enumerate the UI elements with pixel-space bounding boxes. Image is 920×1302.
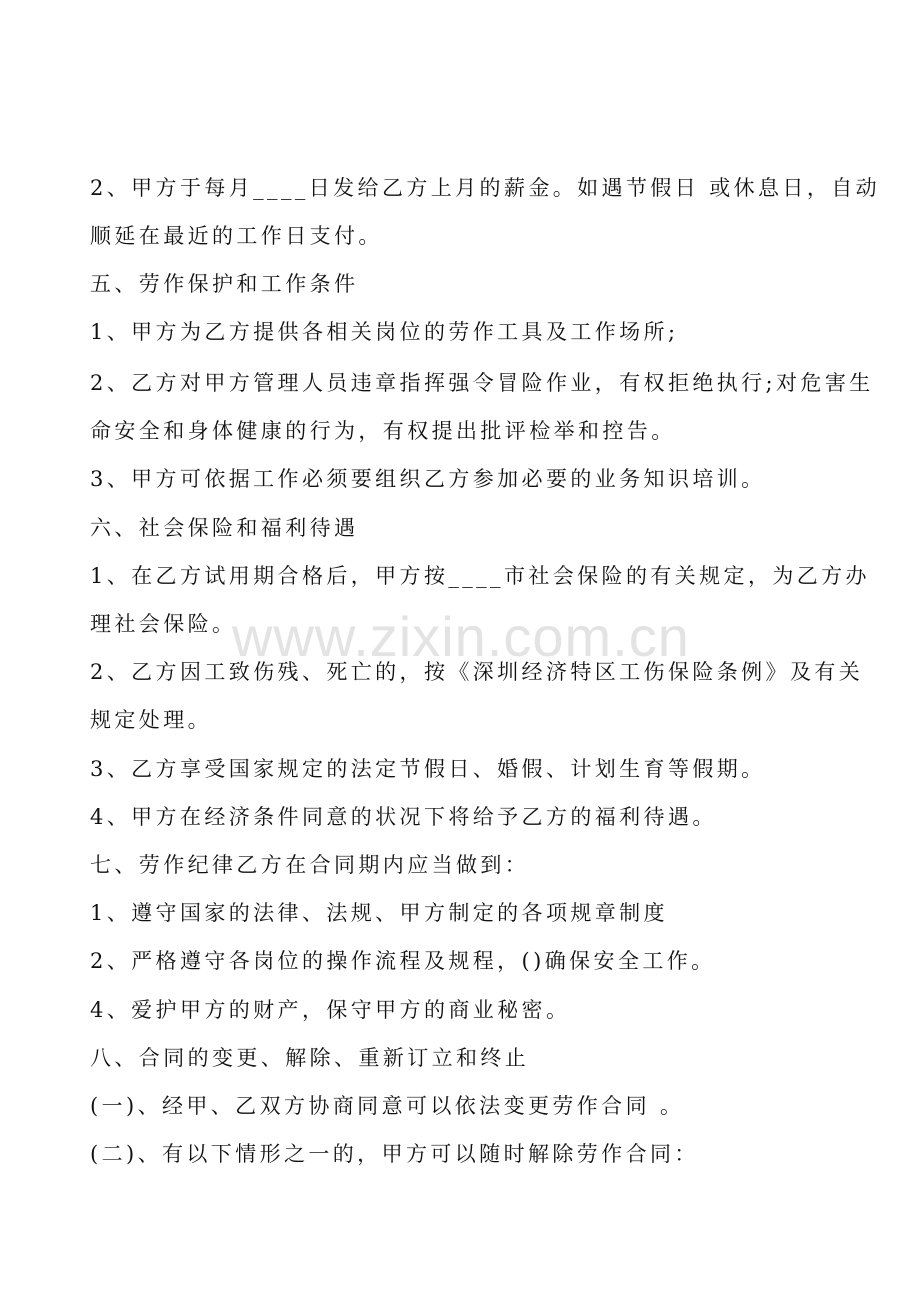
section-heading-social-insurance: 六、社会保险和福利待遇 (90, 516, 359, 540)
paragraph-refuse-risky-work-cont: 命安全和身体健康的行为，有权提出批评检举和控告。 (90, 419, 676, 443)
section-heading-labor-discipline: 七、劳作纪律乙方在合同期内应当做到： (90, 853, 530, 877)
paragraph-salary-payment-day: 2、甲方于每月____日发给乙方上月的薪金。如遇节假日 或休息日，自动 (90, 176, 881, 200)
paragraph-social-insurance-cont: 理社会保险。 (90, 612, 237, 636)
paragraph-work-injury-cont: 规定处理。 (90, 708, 212, 732)
paragraph-holidays: 3、乙方享受国家规定的法定节假日、婚假、计划生育等假期。 (90, 757, 766, 781)
section-heading-labor-protection: 五、劳作保护和工作条件 (90, 272, 359, 296)
paragraph-obey-laws: 1、遵守国家的法律、法规、甲方制定的各项规章制度 (90, 901, 668, 925)
paragraph-salary-payment-day-cont: 顺延在最近的工作日支付。 (90, 224, 383, 248)
paragraph-labor-tools: 1、甲方为乙方提供各相关岗位的劳作工具及工作场所; (90, 320, 679, 344)
paragraph-work-injury: 2、乙方因工致伤残、死亡的，按《深圳经济特区工伤保险条例》及有关 (90, 660, 864, 684)
paragraph-training: 3、甲方可依据工作必须要组织乙方参加必要的业务知识培训。 (90, 467, 766, 491)
section-heading-contract-changes: 八、合同的变更、解除、重新订立和终止 (90, 1046, 530, 1070)
watermark: www.zixin.com.cn (232, 605, 690, 668)
paragraph-contract-modification: (一)、经甲、乙双方协商同意可以依法变更劳作合同 。 (90, 1094, 685, 1118)
paragraph-contract-termination: (二)、有以下情形之一的，甲方可以随时解除劳作合同： (90, 1142, 699, 1166)
paragraph-social-insurance: 1、在乙方试用期合格后，甲方按____市社会保险的有关规定，为乙方办 (90, 564, 870, 588)
paragraph-welfare: 4、甲方在经济条件同意的状况下将给予乙方的福利待遇。 (90, 805, 717, 829)
paragraph-trade-secrets: 4、爱护甲方的财产，保守甲方的商业秘密。 (90, 998, 571, 1022)
paragraph-operating-procedures: 2、严格遵守各岗位的操作流程及规程，()确保安全工作。 (90, 949, 716, 973)
paragraph-refuse-risky-work: 2、乙方对甲方管理人员违章指挥强令冒险作业，有权拒绝执行;对危害生 (90, 371, 874, 395)
